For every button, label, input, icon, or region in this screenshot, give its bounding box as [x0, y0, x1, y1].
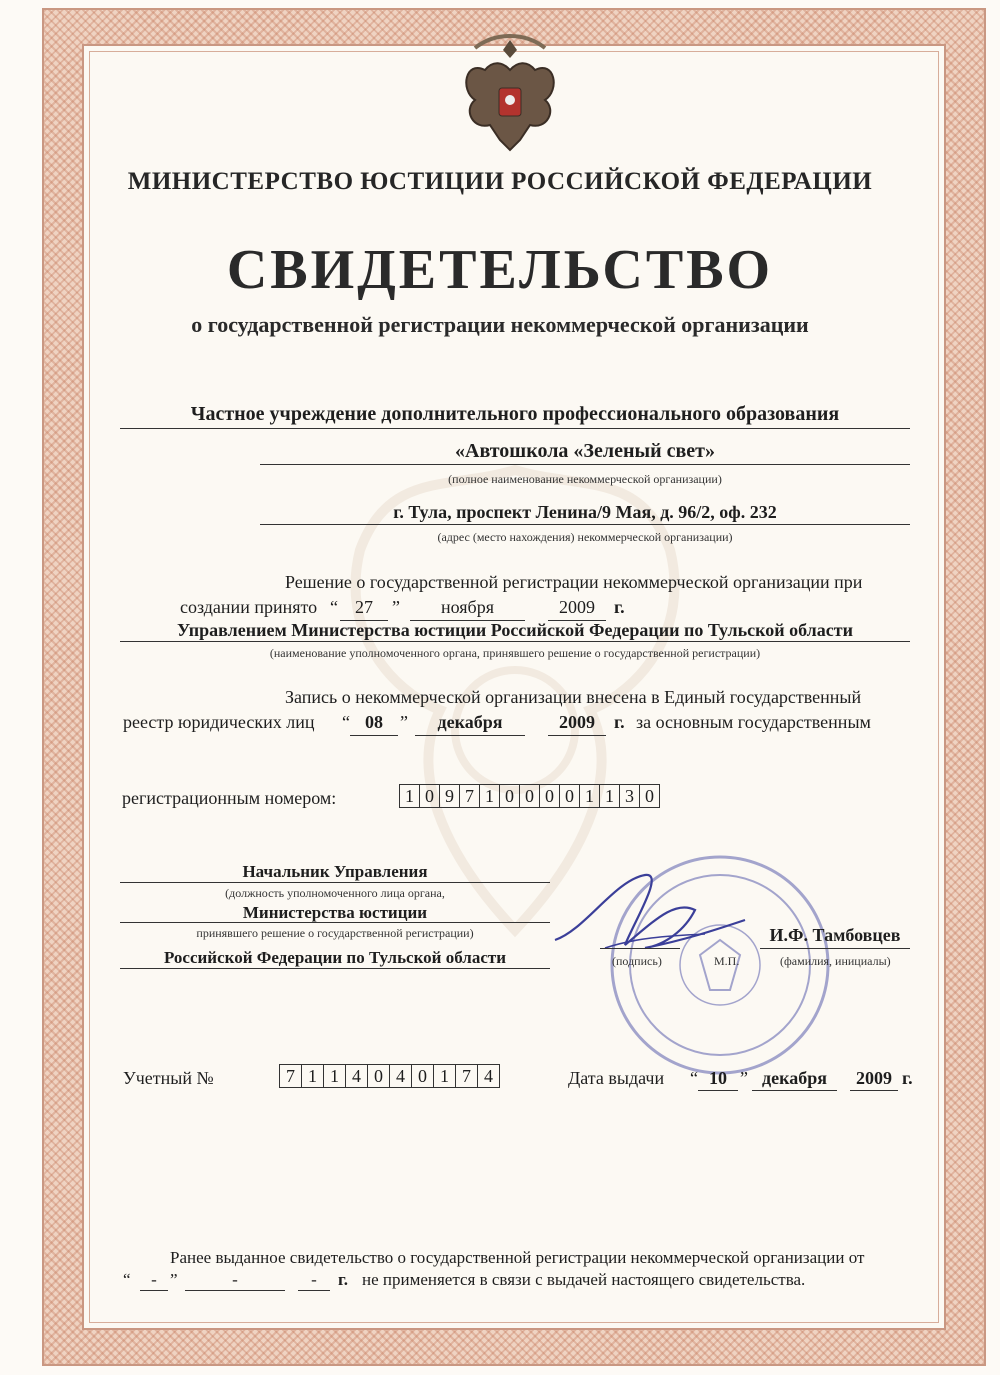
footer-year: -: [311, 1270, 317, 1289]
issue-year: 2009: [856, 1068, 892, 1088]
regnum-digit: 0: [559, 784, 580, 808]
decision-quote-open: “: [330, 597, 338, 617]
issue-quote-close: ”: [740, 1068, 748, 1088]
account-digit: 1: [323, 1064, 346, 1088]
decision-month: ноября: [440, 597, 494, 617]
signature-icon: [545, 860, 755, 960]
org-name-line1: Частное учреждение дополнительного профессионального образования: [190, 403, 840, 425]
footer-quote-close: ”: [170, 1270, 178, 1289]
regnum-digit: 1: [399, 784, 420, 808]
regnum-digit: 1: [599, 784, 620, 808]
account-digit: 1: [301, 1064, 324, 1088]
account-boxes: [280, 1064, 500, 1088]
account-digit: 4: [389, 1064, 412, 1088]
issue-day: 10: [709, 1068, 727, 1088]
footer-year-suffix: г.: [338, 1270, 349, 1289]
register-quote-close: ”: [400, 712, 408, 732]
regnum-boxes: [400, 784, 660, 808]
issue-date-label: Дата выдачи: [568, 1068, 665, 1088]
footer-day: -: [151, 1270, 157, 1289]
register-quote-open: “: [342, 712, 350, 732]
register-text: Запись о некоммерческой организации внесена в Единый государственный: [285, 687, 862, 707]
account-digit: 4: [345, 1064, 368, 1088]
decision-year: 2009: [559, 597, 595, 617]
org-address: г. Тула, проспект Ленина/9 Мая, д. 96/2, оф. 232: [393, 502, 777, 522]
decision-quote-close: ”: [392, 597, 400, 617]
issue-year-suffix: г.: [902, 1068, 913, 1088]
ministry-title: МИНИСТЕРСТВО ЮСТИЦИИ РОССИЙСКОЙ ФЕДЕРАЦИИ: [127, 168, 873, 195]
document-subtitle: о государственной регистрации некоммерческой организации: [191, 312, 809, 337]
signature-caption: (подпись): [612, 954, 662, 968]
decision-day: 27: [355, 597, 373, 617]
coat-of-arms-icon: [455, 30, 565, 160]
regnum-digit: 0: [499, 784, 520, 808]
register-year-suffix: г.: [614, 712, 625, 732]
account-label: Учетный №: [123, 1068, 214, 1088]
register-day: 08: [365, 712, 383, 732]
issue-quote-open: “: [690, 1068, 698, 1088]
regnum-digit: 0: [539, 784, 560, 808]
org-name-caption: (полное наименование некоммерческой организации): [448, 472, 722, 486]
decision-year-suffix: г.: [614, 597, 625, 617]
regnum-digit: 1: [579, 784, 600, 808]
regnum-label: регистрационным номером:: [122, 788, 337, 808]
signatory-position-2: Министерства юстиции: [242, 903, 428, 922]
decision-text: Решение о государственной регистрации некоммерческой организации при: [285, 572, 863, 592]
regnum-digit: 3: [619, 784, 640, 808]
regnum-digit: 7: [459, 784, 480, 808]
register-year: 2009: [559, 712, 595, 732]
regnum-digit: 0: [519, 784, 540, 808]
regnum-digit: 1: [479, 784, 500, 808]
register-text-3: за основным государственным: [636, 712, 871, 732]
regnum-digit: 9: [439, 784, 460, 808]
account-digit: 7: [455, 1064, 478, 1088]
org-address-caption: (адрес (место нахождения) некоммерческой организации): [437, 530, 733, 544]
org-name-line2: «Автошкола «Зеленый свет»: [455, 440, 715, 462]
name-caption: (фамилия, инициалы): [780, 954, 891, 968]
footer-text-2: не применяется в связи с выдачей настоящего свидетельства.: [362, 1270, 806, 1289]
account-digit: 0: [367, 1064, 390, 1088]
document-title: СВИДЕТЕЛЬСТВО: [226, 239, 774, 301]
footer-text-1: Ранее выданное свидетельство о государственной регистрации некоммерческой организации от: [170, 1248, 865, 1267]
account-digit: 1: [433, 1064, 456, 1088]
regnum-digit: 0: [419, 784, 440, 808]
account-digit: 4: [477, 1064, 500, 1088]
signatory-name: И.Ф. Тамбовцев: [769, 925, 901, 945]
authority-caption: (наименование уполномоченного органа, принявшего решение о государственной регистрации): [269, 646, 761, 660]
authority-name: Управлением Министерства юстиции Российской Федерации по Тульской области: [177, 620, 853, 640]
signatory-caption-2: принявшего решение о государственной регистрации): [196, 926, 474, 940]
issue-month: декабря: [762, 1068, 827, 1088]
account-digit: 7: [279, 1064, 302, 1088]
mp-caption: М.П.: [714, 954, 740, 968]
signatory-position-3: Российской Федерации по Тульской области: [163, 948, 507, 967]
register-month: декабря: [437, 712, 503, 732]
decision-text-2: создании принято: [180, 597, 318, 617]
account-digit: 0: [411, 1064, 434, 1088]
footer-quote-open: “: [123, 1270, 131, 1289]
footer-month: -: [232, 1270, 238, 1289]
signatory-position-1: Начальник Управления: [242, 862, 428, 881]
signatory-caption-1: (должность уполномоченного лица органа,: [225, 886, 445, 900]
regnum-digit: 0: [639, 784, 660, 808]
register-text-2: реестр юридических лиц: [123, 712, 315, 732]
